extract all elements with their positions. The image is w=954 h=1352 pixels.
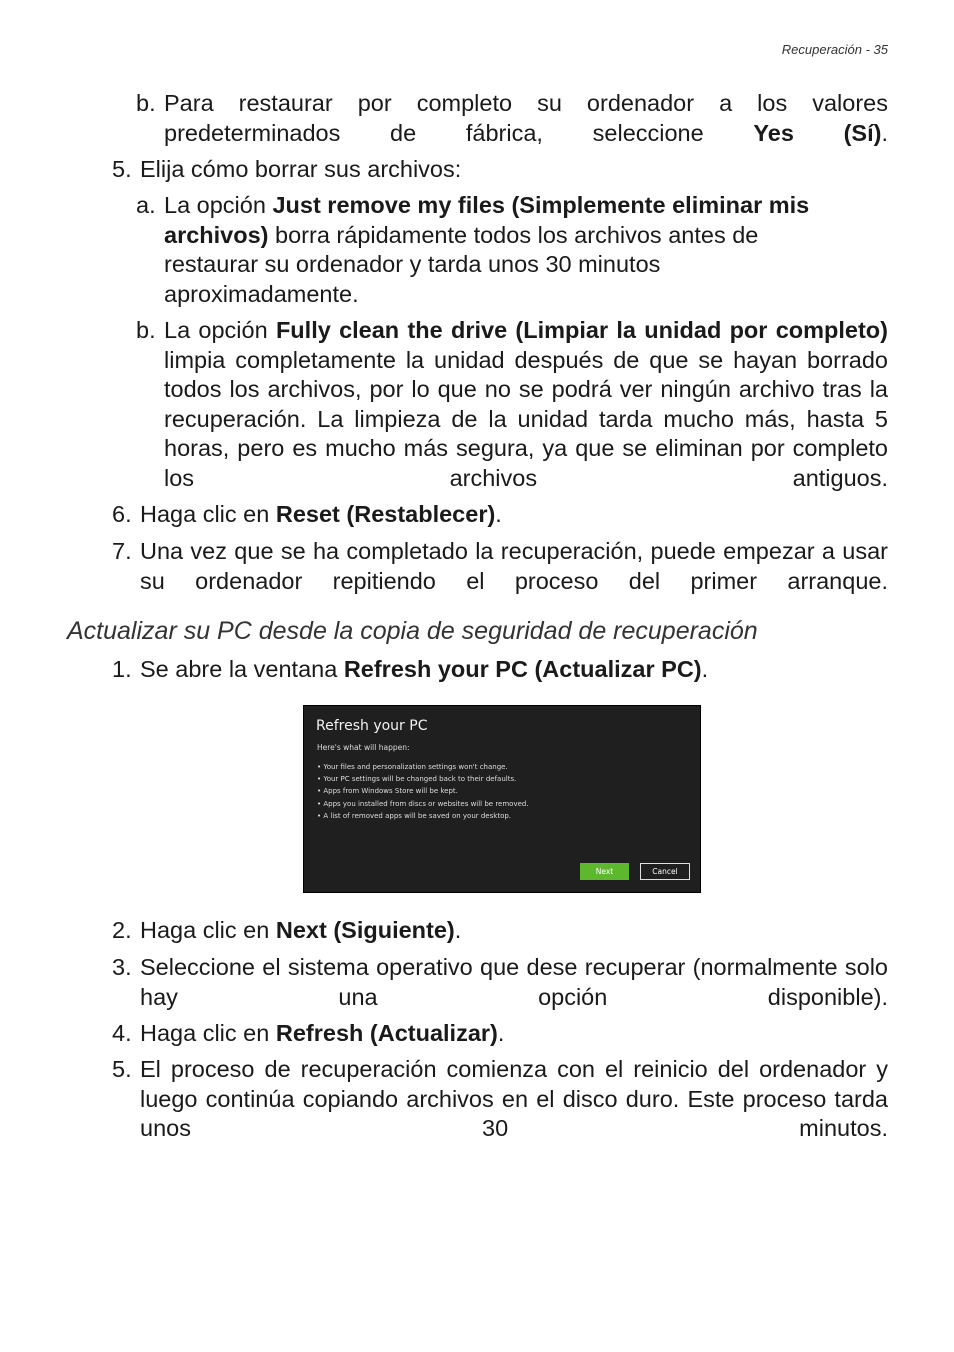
bold-term: Refresh your PC (Actualizar PC)	[343, 656, 702, 682]
bold-term: Just remove my files (Simplemente eliminar mis archivos)	[164, 192, 810, 248]
list-item-step-7	[112, 537, 888, 626]
list-item-text: Haga clic en Next (Siguiente).	[140, 917, 462, 943]
dialog-bullet: • A list of removed apps will be saved on your desktop.	[317, 811, 512, 820]
list-item-text: Haga clic en Refresh (Actualizar).	[140, 1020, 505, 1046]
list-item-text: Haga clic en Reset (Restablecer).	[140, 501, 502, 527]
list-item-text: Elija cómo borrar sus archivos:	[140, 156, 462, 182]
bold-term: Next (Siguiente)	[275, 917, 455, 943]
list-marker: 5.	[112, 1056, 132, 1082]
list-marker: 7.	[112, 538, 132, 564]
list-marker: b.	[136, 317, 156, 343]
list-marker: 3.	[112, 954, 132, 980]
refresh-pc-screenshot	[303, 705, 701, 893]
list-item-step-4	[112, 1019, 888, 1049]
bold-term: Yes (Sí)	[753, 119, 882, 146]
bold-term: Reset (Restablecer)	[275, 501, 496, 527]
list-item-text: Para restaurar por completo su ordenador a los valores predeterminados de fábrica, seleccione Yes (Sí).	[164, 90, 888, 146]
dialog-title: Refresh your PC	[316, 718, 428, 734]
list-marker: 5.	[112, 156, 132, 182]
cancel-button[interactable]: Cancel	[640, 863, 690, 880]
dialog-subtitle: Here's what will happen:	[317, 743, 410, 752]
dialog-bullet: • Apps from Windows Store will be kept.	[317, 787, 458, 796]
list-item-text: Seleccione el sistema operativo que dese recuperar (normalmente solo hay una opción disponible).	[140, 954, 888, 1010]
list-item-text: La opción Just remove my files (Simplemente eliminar mis archivos) borra rápidamente todos los archivos antes de restaurar su ordenador y tarda unos 30 minutos aproximadamente.	[164, 192, 810, 307]
bold-term: Refresh (Actualizar)	[275, 1020, 498, 1046]
next-button[interactable]: Next	[580, 863, 629, 880]
dialog-bullet-list	[317, 761, 529, 822]
list-item-text: El proceso de recuperación comienza con el reinicio del ordenador y luego continúa copiando archivos en el disco duro. Este proceso tarda unos 30 minutos.	[140, 1056, 888, 1141]
list-item-step-5b	[112, 1055, 888, 1173]
section-heading: Actualizar su PC desde la copia de seguridad de recuperación	[67, 617, 758, 645]
list-item-text: La opción Fully clean the drive (Limpiar la unidad por completo) limpia completamente la unidad después de que se hayan borrado todos los archivos, por lo que no se podrá ver ningún archivo tras la recuperación. La limpieza de la unidad tarda mucho más, hasta 5 horas, pero es mucho más segura, ya que se eliminan por completo los archivos antiguos.	[164, 317, 888, 491]
dialog-bullet: • Apps you installed from discs or websites will be removed.	[317, 799, 529, 808]
list-marker: b.	[136, 90, 156, 116]
list-item-step-1	[112, 655, 888, 685]
dialog-bullet: • Your PC settings will be changed back to their defaults.	[317, 775, 517, 784]
list-marker: a.	[136, 192, 156, 218]
bold-term: Fully clean the drive (Limpiar la unidad por completo)	[275, 317, 888, 343]
list-marker: 1.	[112, 656, 132, 682]
list-item-b-fully-clean	[136, 316, 888, 523]
dialog-bullet: • Your files and personalization settings won't change.	[317, 763, 508, 771]
list-item-step-6	[112, 500, 888, 530]
list-item-text: Una vez que se ha completado la recuperación, puede empezar a usar su ordenador repitiendo el proceso del primer arranque.	[140, 538, 888, 594]
list-marker: 4.	[112, 1020, 132, 1046]
list-item-step-5	[112, 155, 888, 185]
list-marker: 6.	[112, 501, 132, 527]
list-item-text: Se abre la ventana Refresh your PC (Actualizar PC).	[140, 656, 709, 682]
page-header-label: Recuperación - 35	[781, 42, 888, 57]
list-marker: 2.	[112, 917, 132, 943]
list-item-a-just-remove	[136, 191, 888, 309]
list-item-step-2	[112, 916, 888, 946]
